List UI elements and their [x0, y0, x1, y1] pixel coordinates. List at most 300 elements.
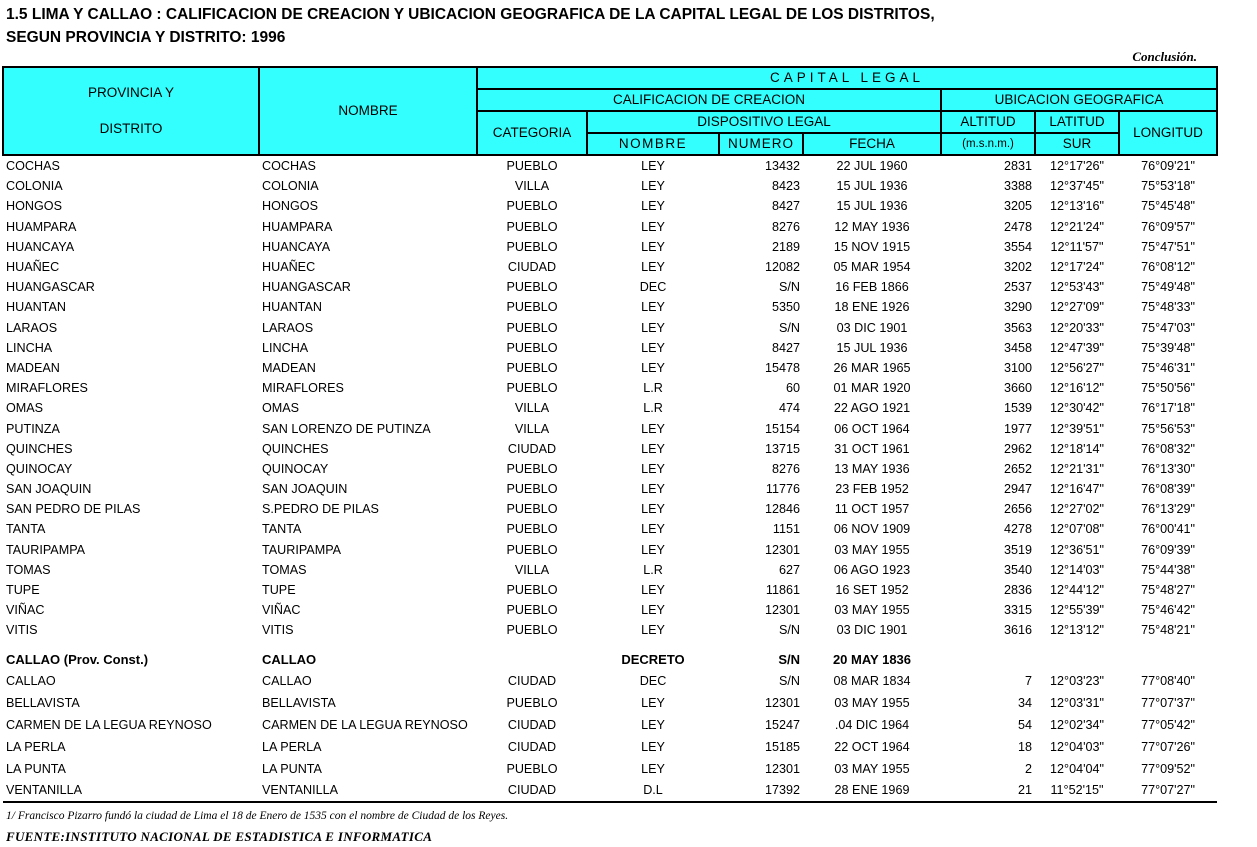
- cell-longitud: 75°56'53": [1141, 421, 1195, 436]
- cell-numero: 8276: [771, 219, 800, 234]
- cell-fecha: 11 OCT 1957: [834, 502, 910, 517]
- table-row: [3, 318, 1217, 338]
- cell-longitud: 77°07'27": [1119, 779, 1217, 802]
- cell-fecha: 15 NOV 1915: [833, 239, 911, 254]
- cell-longitud: 76°08'32": [1141, 441, 1195, 456]
- cell-dispositivo: LEY: [641, 360, 665, 375]
- cell-provincia-distrito: MADEAN: [6, 360, 60, 375]
- cell-longitud: 77°07'37": [1141, 696, 1195, 711]
- cell-longitud: 75°47'03": [1141, 320, 1195, 335]
- cell-provincia-distrito: SAN PEDRO DE PILAS: [6, 502, 141, 517]
- cell-nombre: OMAS: [262, 401, 300, 416]
- cell-provincia-distrito: VIÑAC: [6, 603, 45, 618]
- cell-dispositivo: LEY: [641, 502, 665, 517]
- cell-dispositivo: LEY: [641, 260, 665, 275]
- cell-nombre: TOMAS: [262, 562, 307, 577]
- cell-altitud: 18: [1017, 739, 1032, 754]
- cell-latitud: 12°56'27": [1050, 360, 1104, 375]
- table-row: [3, 237, 1217, 257]
- cell-fecha: 13 MAY 1936: [834, 461, 910, 476]
- cell-nombre: TAURIPAMPA: [262, 542, 342, 557]
- cell-numero: S/N: [778, 651, 800, 667]
- cell-provincia-distrito: MIRAFLORES: [6, 381, 88, 396]
- cell-dispositivo: L.R: [643, 401, 663, 416]
- cell-dispositivo: LEY: [641, 461, 665, 476]
- subtotal-row-callao: [3, 649, 1217, 671]
- cell-numero: 13432: [764, 159, 800, 174]
- cell-categoria: [477, 649, 587, 671]
- cell-numero: 15478: [764, 360, 800, 375]
- table-row: [3, 671, 1217, 693]
- table-row: [3, 257, 1217, 277]
- cell-nombre: VITIS: [262, 623, 294, 638]
- cell-categoria: CIUDAD: [477, 779, 587, 802]
- cell-provincia-distrito: CALLAO (Prov. Const.): [6, 651, 149, 667]
- cell-categoria: VILLA: [514, 401, 550, 416]
- cell-dispositivo: LEY: [641, 761, 665, 776]
- cell-fecha: 28 ENE 1969: [803, 779, 941, 802]
- cell-dispositivo: LEY: [641, 421, 665, 436]
- cell-altitud: 21: [941, 779, 1035, 802]
- cell-altitud: 3563: [1003, 320, 1032, 335]
- cell-latitud: 12°04'03": [1050, 739, 1104, 754]
- spacer-row: [3, 641, 1217, 649]
- cell-longitud: 77°05'42": [1141, 717, 1195, 732]
- cell-latitud: 12°17'24": [1050, 260, 1104, 275]
- cell-categoria: PUEBLO: [506, 461, 558, 476]
- cell-nombre: CALLAO: [262, 674, 312, 689]
- table-row: [3, 540, 1217, 560]
- cell-altitud: 3388: [1003, 179, 1032, 194]
- cell-categoria: VILLA: [514, 562, 550, 577]
- table-row: [3, 398, 1217, 418]
- cell-latitud: 12°36'51": [1050, 542, 1104, 557]
- cell-dispositivo: LEY: [641, 239, 665, 254]
- cell-nombre: MIRAFLORES: [262, 381, 344, 396]
- cell-provincia-distrito: QUINCHES: [6, 441, 73, 456]
- table-row: [3, 479, 1217, 499]
- cell-provincia-distrito: TAURIPAMPA: [6, 542, 86, 557]
- cell-nombre: HUANGASCAR: [262, 280, 351, 295]
- cell-fecha: 15 JUL 1936: [836, 199, 908, 214]
- table-row: [3, 155, 1217, 176]
- cell-altitud: 3519: [1003, 542, 1032, 557]
- cell-dispositivo: LEY: [641, 542, 665, 557]
- cell-numero: S/N: [779, 280, 800, 295]
- cell-longitud: 75°48'33": [1141, 300, 1195, 315]
- cell-fecha: 06 AGO 1923: [833, 562, 911, 577]
- table-row: [3, 176, 1217, 196]
- cell-provincia-distrito: COLONIA: [6, 179, 63, 194]
- cell-nombre: BELLAVISTA: [262, 696, 336, 711]
- cell-numero: 60: [785, 381, 800, 396]
- cell-provincia-distrito: HONGOS: [6, 199, 62, 214]
- cell-longitud: 77°08'40": [1141, 674, 1195, 689]
- table-row: [3, 779, 1217, 802]
- cell-altitud: 3616: [1003, 623, 1032, 638]
- cell-fecha: 15 JUL 1936: [836, 340, 908, 355]
- table-row: [3, 499, 1217, 519]
- cell-longitud: 77°09'52": [1141, 761, 1195, 776]
- cell-latitud: 12°18'14": [1050, 441, 1104, 456]
- table-title-line-2: SEGUN PROVINCIA Y DISTRITO: 1996: [6, 29, 286, 46]
- cell-longitud: 76°13'30": [1141, 461, 1195, 476]
- cell-dispositivo: L.R: [643, 381, 663, 396]
- cell-provincia-distrito: TUPE: [6, 583, 40, 598]
- cell-categoria: PUEBLO: [506, 340, 558, 355]
- cell-nombre: HONGOS: [262, 199, 318, 214]
- cell-latitud: 12°03'31": [1050, 696, 1104, 711]
- cell-latitud: [1035, 649, 1119, 671]
- table-row: [3, 418, 1217, 438]
- cell-nombre: COLONIA: [262, 179, 319, 194]
- cell-longitud: 75°46'42": [1141, 603, 1195, 618]
- table-row: [3, 714, 1217, 736]
- cell-latitud: 12°04'04": [1050, 761, 1104, 776]
- cell-dispositivo: LEY: [641, 441, 665, 456]
- cell-nombre: MADEAN: [262, 360, 316, 375]
- cell-dispositivo: LEY: [641, 739, 665, 754]
- cell-categoria: PUEBLO: [506, 300, 558, 315]
- cell-numero: 8423: [771, 179, 800, 194]
- cell-nombre: LINCHA: [262, 340, 309, 355]
- cell-categoria: PUEBLO: [506, 381, 558, 396]
- cell-nombre: CARMEN DE LA LEGUA REYNOSO: [262, 717, 468, 732]
- cell-altitud: 2652: [1003, 461, 1032, 476]
- cell-longitud: 75°47'51": [1141, 239, 1195, 254]
- cell-dispositivo: DECRETO: [621, 651, 685, 667]
- header-distrito-label: DISTRITO: [99, 121, 163, 136]
- cell-provincia-distrito: SAN JOAQUIN: [6, 482, 92, 497]
- cell-provincia-distrito: PUTINZA: [6, 421, 60, 436]
- cell-provincia-distrito: HUANGASCAR: [6, 280, 95, 295]
- cell-dispositivo: LEY: [641, 482, 665, 497]
- cell-fecha: 03 DIC 1901: [836, 623, 908, 638]
- cell-numero: S/N: [779, 674, 800, 689]
- header-altitud-unit: (m.s.n.m.): [941, 133, 1035, 155]
- cell-numero: 12301: [764, 761, 800, 776]
- cell-numero: 8427: [771, 199, 800, 214]
- cell-numero: 8427: [771, 340, 800, 355]
- cell-fecha: 03 MAY 1955: [834, 603, 910, 618]
- cell-altitud: 1539: [1003, 401, 1032, 416]
- cell-categoria: CIUDAD: [507, 717, 557, 732]
- cell-latitud: 12°16'12": [1050, 381, 1104, 396]
- cell-altitud: 2537: [1003, 280, 1032, 295]
- cell-nombre: HUAMPARA: [262, 219, 333, 234]
- cell-altitud: 3205: [1003, 199, 1032, 214]
- cell-altitud: 3458: [1003, 340, 1032, 355]
- cell-latitud: 12°21'31": [1050, 461, 1104, 476]
- cell-fecha: 26 MAR 1965: [833, 360, 911, 375]
- cell-latitud: 12°11'57": [1050, 239, 1104, 254]
- cell-nombre: SAN LORENZO DE PUTINZA: [262, 421, 431, 436]
- cell-fecha: 22 JUL 1960: [836, 159, 908, 174]
- cell-longitud: 75°45'48": [1141, 199, 1195, 214]
- cell-provincia-distrito: VITIS: [6, 623, 38, 638]
- cell-nombre: QUINCHES: [262, 441, 329, 456]
- table-row: [3, 378, 1217, 398]
- cell-nombre: CALLAO: [262, 651, 317, 667]
- cell-categoria: PUEBLO: [506, 280, 558, 295]
- cell-fecha: 12 MAY 1936: [834, 219, 910, 234]
- cell-fecha: .04 DIC 1964: [834, 717, 910, 732]
- cell-latitud: 12°13'12": [1050, 623, 1104, 638]
- cell-fecha: 06 OCT 1964: [834, 421, 910, 436]
- cell-latitud: 12°27'02": [1050, 502, 1104, 517]
- cell-fecha: 05 MAR 1954: [833, 260, 911, 275]
- cell-longitud: 77°07'26": [1141, 739, 1195, 754]
- cell-dispositivo: DEC: [639, 674, 667, 689]
- table-row: [3, 620, 1217, 640]
- cell-altitud: 3540: [1003, 562, 1032, 577]
- cell-nombre: LARAOS: [262, 320, 314, 335]
- cell-dispositivo: D.L: [587, 779, 719, 802]
- cell-provincia-distrito: QUINOCAY: [6, 461, 73, 476]
- cell-altitud: 2836: [1003, 583, 1032, 598]
- table-row: [3, 338, 1217, 358]
- cell-numero: 11861: [765, 583, 800, 598]
- cell-nombre: SAN JOAQUIN: [262, 482, 348, 497]
- table-header: [3, 67, 1217, 155]
- cell-provincia-distrito: LARAOS: [6, 320, 58, 335]
- cell-nombre: COCHAS: [262, 159, 316, 174]
- cell-altitud: 2947: [1003, 482, 1032, 497]
- cell-latitud: 11°52'15": [1035, 779, 1119, 802]
- cell-altitud: 2962: [1003, 441, 1032, 456]
- table-row: [3, 196, 1217, 216]
- cell-categoria: PUEBLO: [506, 159, 558, 174]
- cell-categoria: PUEBLO: [506, 320, 558, 335]
- cell-longitud: 76°08'39": [1141, 482, 1195, 497]
- cell-categoria: PUEBLO: [506, 583, 558, 598]
- cell-altitud: 2656: [1003, 502, 1032, 517]
- cell-dispositivo: LEY: [641, 199, 665, 214]
- cell-longitud: [1119, 649, 1217, 671]
- cell-dispositivo: LEY: [641, 696, 665, 711]
- cell-altitud: 3315: [1003, 603, 1032, 618]
- footnote: 1/ Francisco Pizarro fundó la ciudad de Lima el 18 de Enero de 1535 con el nombre de Ciudad de los Reyes.: [6, 810, 509, 822]
- cell-latitud: 12°17'26": [1050, 159, 1104, 174]
- cell-altitud: 3660: [1003, 381, 1032, 396]
- cell-latitud: 12°53'43": [1050, 280, 1104, 295]
- cell-longitud: 75°50'56": [1141, 381, 1195, 396]
- cell-numero: 627: [778, 562, 800, 577]
- cell-numero: 15247: [764, 717, 800, 732]
- cell-fecha: 06 NOV 1909: [833, 522, 911, 537]
- cell-longitud: 76°09'21": [1141, 159, 1195, 174]
- cell-provincia-distrito: HUANTAN: [6, 300, 66, 315]
- cell-categoria: PUEBLO: [506, 542, 558, 557]
- cell-numero: 2189: [771, 239, 800, 254]
- cell-fecha: 18 ENE 1926: [834, 300, 910, 315]
- cell-nombre: LA PUNTA: [262, 761, 322, 776]
- cell-provincia-distrito: VENTANILLA: [3, 779, 259, 802]
- cell-categoria: CIUDAD: [507, 441, 557, 456]
- cell-dispositivo: LEY: [641, 717, 665, 732]
- cell-dispositivo: LEY: [641, 583, 665, 598]
- cell-longitud: 76°17'18": [1141, 401, 1195, 416]
- cell-fecha: 08 MAR 1834: [833, 674, 911, 689]
- cell-fecha: 20 MAY 1836: [832, 651, 912, 667]
- cell-longitud: 75°48'21": [1141, 623, 1195, 638]
- cell-altitud: 3554: [1003, 239, 1032, 254]
- cell-dispositivo: LEY: [641, 623, 665, 638]
- cell-nombre: VENTANILLA: [259, 779, 477, 802]
- cell-longitud: 76°09'39": [1141, 542, 1195, 557]
- table-row: [3, 217, 1217, 237]
- table-title-line-1: 1.5 LIMA Y CALLAO : CALIFICACION DE CREACION Y UBICACION GEOGRAFICA DE LA CAPITAL LEGAL DE LOS DISTRITOS,: [6, 6, 935, 23]
- cell-altitud: [941, 649, 1035, 671]
- header-latitud-sur: SUR: [1035, 133, 1119, 155]
- cell-numero: 12301: [764, 603, 800, 618]
- cell-numero: 5350: [771, 300, 800, 315]
- header-disp-nombre: NOMBRE: [587, 133, 719, 155]
- cell-altitud: 34: [1017, 696, 1032, 711]
- cell-numero: S/N: [779, 623, 800, 638]
- header-altitud: ALTITUD: [941, 111, 1035, 133]
- cell-fecha: 03 MAY 1955: [834, 696, 910, 711]
- cell-dispositivo: DEC: [639, 280, 667, 295]
- cell-longitud: 76°09'57": [1141, 219, 1195, 234]
- cell-categoria: CIUDAD: [507, 260, 557, 275]
- table-row: [3, 277, 1217, 297]
- cell-dispositivo: LEY: [641, 159, 665, 174]
- cell-longitud: 75°49'48": [1141, 280, 1195, 295]
- cell-fecha: 01 MAR 1920: [833, 381, 911, 396]
- table-row: [3, 560, 1217, 580]
- table-row: [3, 758, 1217, 780]
- cell-nombre: QUINOCAY: [262, 461, 329, 476]
- cell-nombre: TUPE: [262, 583, 296, 598]
- cell-provincia-distrito: CALLAO: [6, 674, 56, 689]
- cell-latitud: 12°03'23": [1050, 674, 1104, 689]
- cell-nombre: TANTA: [262, 522, 302, 537]
- cell-provincia-distrito: TOMAS: [6, 562, 51, 577]
- cell-latitud: 12°14'03": [1050, 562, 1104, 577]
- cell-numero: S/N: [779, 320, 800, 335]
- cell-categoria: PUEBLO: [506, 502, 558, 517]
- source-note: FUENTE:INSTITUTO NACIONAL DE ESTADISTICA E INFORMATICA: [6, 829, 433, 844]
- cell-fecha: 16 FEB 1866: [835, 280, 909, 295]
- cell-dispositivo: LEY: [641, 340, 665, 355]
- table-row: [3, 358, 1217, 378]
- header-ubicacion: UBICACION GEOGRAFICA: [941, 89, 1217, 111]
- cell-longitud: 75°44'38": [1141, 562, 1195, 577]
- cell-fecha: 03 MAY 1955: [834, 542, 910, 557]
- cell-nombre: HUAÑEC: [262, 260, 316, 275]
- cell-fecha: 31 OCT 1961: [834, 441, 910, 456]
- header-capital-legal: CAPITAL LEGAL: [477, 67, 1217, 89]
- cell-latitud: 12°55'39": [1050, 603, 1104, 618]
- cell-latitud: 12°47'39": [1050, 340, 1104, 355]
- cell-dispositivo: L.R: [643, 562, 663, 577]
- cell-provincia-distrito: HUAÑEC: [6, 260, 60, 275]
- cell-numero: 12301: [764, 542, 800, 557]
- cell-altitud: 2831: [1003, 159, 1032, 174]
- cell-dispositivo: LEY: [641, 179, 665, 194]
- header-longitud: LONGITUD: [1119, 111, 1217, 155]
- cell-nombre: HUANTAN: [262, 300, 322, 315]
- cell-numero: 12301: [764, 696, 800, 711]
- cell-categoria: PUEBLO: [506, 360, 558, 375]
- cell-altitud: 54: [1017, 717, 1032, 732]
- header-provincia-distrito: [3, 67, 259, 155]
- cell-provincia-distrito: LA PUNTA: [6, 761, 66, 776]
- header-calificacion: CALIFICACION DE CREACION: [477, 89, 941, 111]
- header-nombre: NOMBRE: [259, 67, 477, 155]
- cell-fecha: 15 JUL 1936: [836, 179, 908, 194]
- cell-categoria: PUEBLO: [506, 623, 558, 638]
- cell-numero: 1151: [772, 522, 800, 537]
- cell-fecha: 16 SET 1952: [835, 583, 909, 598]
- table-row: [3, 459, 1217, 479]
- cell-latitud: 12°37'45": [1050, 179, 1104, 194]
- header-fecha: FECHA: [803, 133, 941, 155]
- cell-dispositivo: LEY: [641, 320, 665, 335]
- conclusion-note: Conclusión.: [1132, 49, 1197, 64]
- cell-nombre: VIÑAC: [262, 603, 301, 618]
- cell-longitud: 75°46'31": [1141, 360, 1195, 375]
- cell-altitud: 4278: [1003, 522, 1032, 537]
- cell-categoria: CIUDAD: [507, 674, 557, 689]
- cell-latitud: 12°44'12": [1050, 583, 1104, 598]
- cell-altitud: 3202: [1003, 260, 1032, 275]
- table-row: [3, 519, 1217, 539]
- cell-categoria: PUEBLO: [506, 482, 558, 497]
- cell-categoria: PUEBLO: [506, 219, 558, 234]
- cell-categoria: PUEBLO: [506, 761, 558, 776]
- cell-fecha: 22 OCT 1964: [834, 739, 910, 754]
- cell-categoria: PUEBLO: [506, 239, 558, 254]
- cell-latitud: 12°21'24": [1050, 219, 1104, 234]
- table-row: [3, 439, 1217, 459]
- cell-numero: 15185: [764, 739, 800, 754]
- cell-categoria: PUEBLO: [506, 696, 558, 711]
- cell-altitud: 2: [1024, 761, 1032, 776]
- cell-altitud: 3100: [1003, 360, 1032, 375]
- cell-longitud: 76°08'12": [1141, 260, 1195, 275]
- table-row: [3, 580, 1217, 600]
- cell-categoria: PUEBLO: [506, 603, 558, 618]
- cell-latitud: 12°13'16": [1050, 199, 1104, 214]
- cell-nombre: S.PEDRO DE PILAS: [262, 502, 379, 517]
- cell-fecha: 22 AGO 1921: [833, 401, 911, 416]
- cell-dispositivo: LEY: [641, 603, 665, 618]
- cell-provincia-distrito: LA PERLA: [6, 739, 66, 754]
- cell-categoria: VILLA: [514, 179, 550, 194]
- cell-numero: 474: [778, 401, 800, 416]
- cell-altitud: 2478: [1003, 219, 1032, 234]
- cell-numero: 12082: [764, 260, 800, 275]
- header-dispositivo: DISPOSITIVO LEGAL: [587, 111, 941, 133]
- cell-latitud: 12°39'51": [1050, 421, 1104, 436]
- cell-numero: 15154: [764, 421, 800, 436]
- cell-latitud: 12°30'42": [1050, 401, 1104, 416]
- cell-latitud: 12°02'34": [1050, 717, 1104, 732]
- cell-provincia-distrito: OMAS: [6, 401, 44, 416]
- cell-longitud: 75°39'48": [1141, 340, 1195, 355]
- cell-longitud: 75°48'27": [1141, 583, 1195, 598]
- header-categoria: CATEGORIA: [477, 111, 587, 155]
- cell-provincia-distrito: COCHAS: [6, 159, 60, 174]
- cell-dispositivo: LEY: [641, 219, 665, 234]
- cell-longitud: 76°13'29": [1141, 502, 1195, 517]
- header-numero: NUMERO: [719, 133, 803, 155]
- cell-altitud: 3290: [1003, 300, 1032, 315]
- cell-latitud: 12°27'09": [1050, 300, 1104, 315]
- table-body: [3, 155, 1217, 802]
